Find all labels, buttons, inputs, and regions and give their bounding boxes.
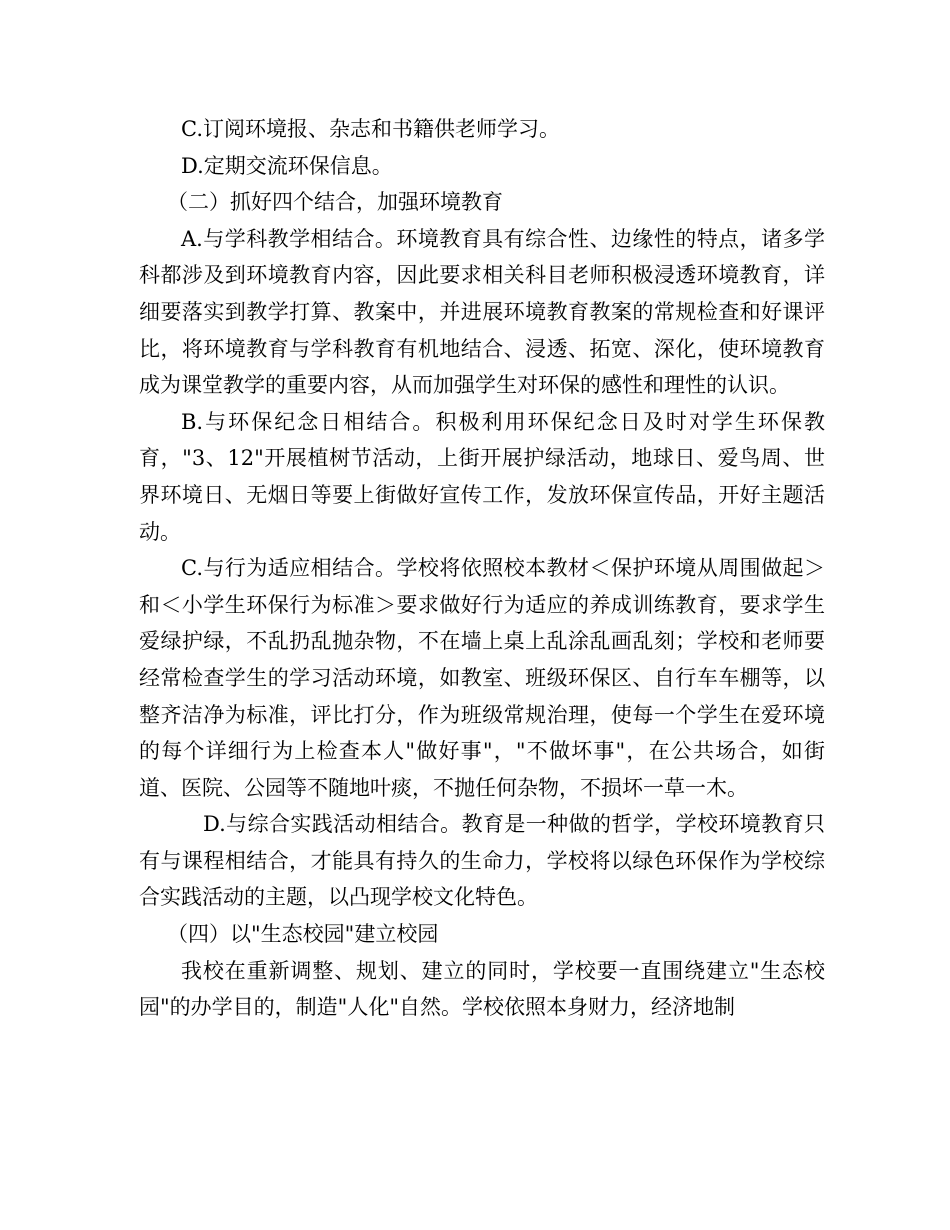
paragraph-b-memorial-days: B.与环保纪念日相结合。积极利用环保纪念日及时对学生环保教育，"3、12"开展植树节活动，上街开展护绿活动，地球日、爱鸟周、世界环境日、无烟日等要上街做好宣传工作，发放环保宣传品，开好主题活动。 — [139, 409, 825, 544]
paragraph-item-c-subscribe: C.订阅环境报、杂志和书籍供老师学习。 — [181, 117, 560, 141]
paragraph-eco-campus: 我校在重新调整、规划、建立的同时，学校要一直围绕建立"生态校园"的办学目的，制造"人化"自然。学校依照本身财力，经济地制 — [139, 958, 825, 1020]
paragraph-d-practice: D.与综合实践活动相结合。教育是一种做的哲学，学校环境教育只有与课程相结合，才能具有持久的生命力，学校将以绿色环保作为学校综合实践活动的主题，以凸现学校文化特色。 — [139, 812, 825, 910]
paragraph-c-behavior: C.与行为适应相结合。学校将依照校本教材＜保护环境从周围做起＞和＜小学生环保行为标准＞要求做好行为适应的养成训练教育，要求学生爱绿护绿，不乱扔乱抛杂物，不在墙上桌上乱涂乱画乱刻；学校和老师要经常检查学生的学习活动环境，如教室、班级环保区、自行车车棚等，以整齐洁净为标准，评比打分，作为班级常规治理，使每一个学生在爱环境的每个详细行为上检查本人"做好事"，"不做坏事"，在公共场合，如街道、医院、公园等不随地叶痰，不抛任何杂物，不损坏一草一木。 — [139, 556, 825, 800]
paragraph-item-d-exchange: D.定期交流环保信息。 — [181, 153, 393, 178]
paragraph-a-subject-teaching: A.与学科教学相结合。环境教育具有综合性、边缘性的特点，诸多学科都涉及到环境教育内容，因此要求相关科目老师积极浸透环境教育，详细要落实到教学打算、教案中，并进展环境教育教案的常规检查和好课评比，将环境教育与学科教育有机地结合、浸透、拓宽、深化，使环境教育成为课堂教学的重要内容，从而加强学生对环保的感性和理性的认识。 — [139, 226, 825, 398]
document-body — [139, 111, 825, 1026]
section-heading-two: （二）抓好四个结合，加强环境教育 — [167, 190, 503, 215]
section-heading-four: （四）以"生态校园"建立校园 — [167, 922, 439, 947]
